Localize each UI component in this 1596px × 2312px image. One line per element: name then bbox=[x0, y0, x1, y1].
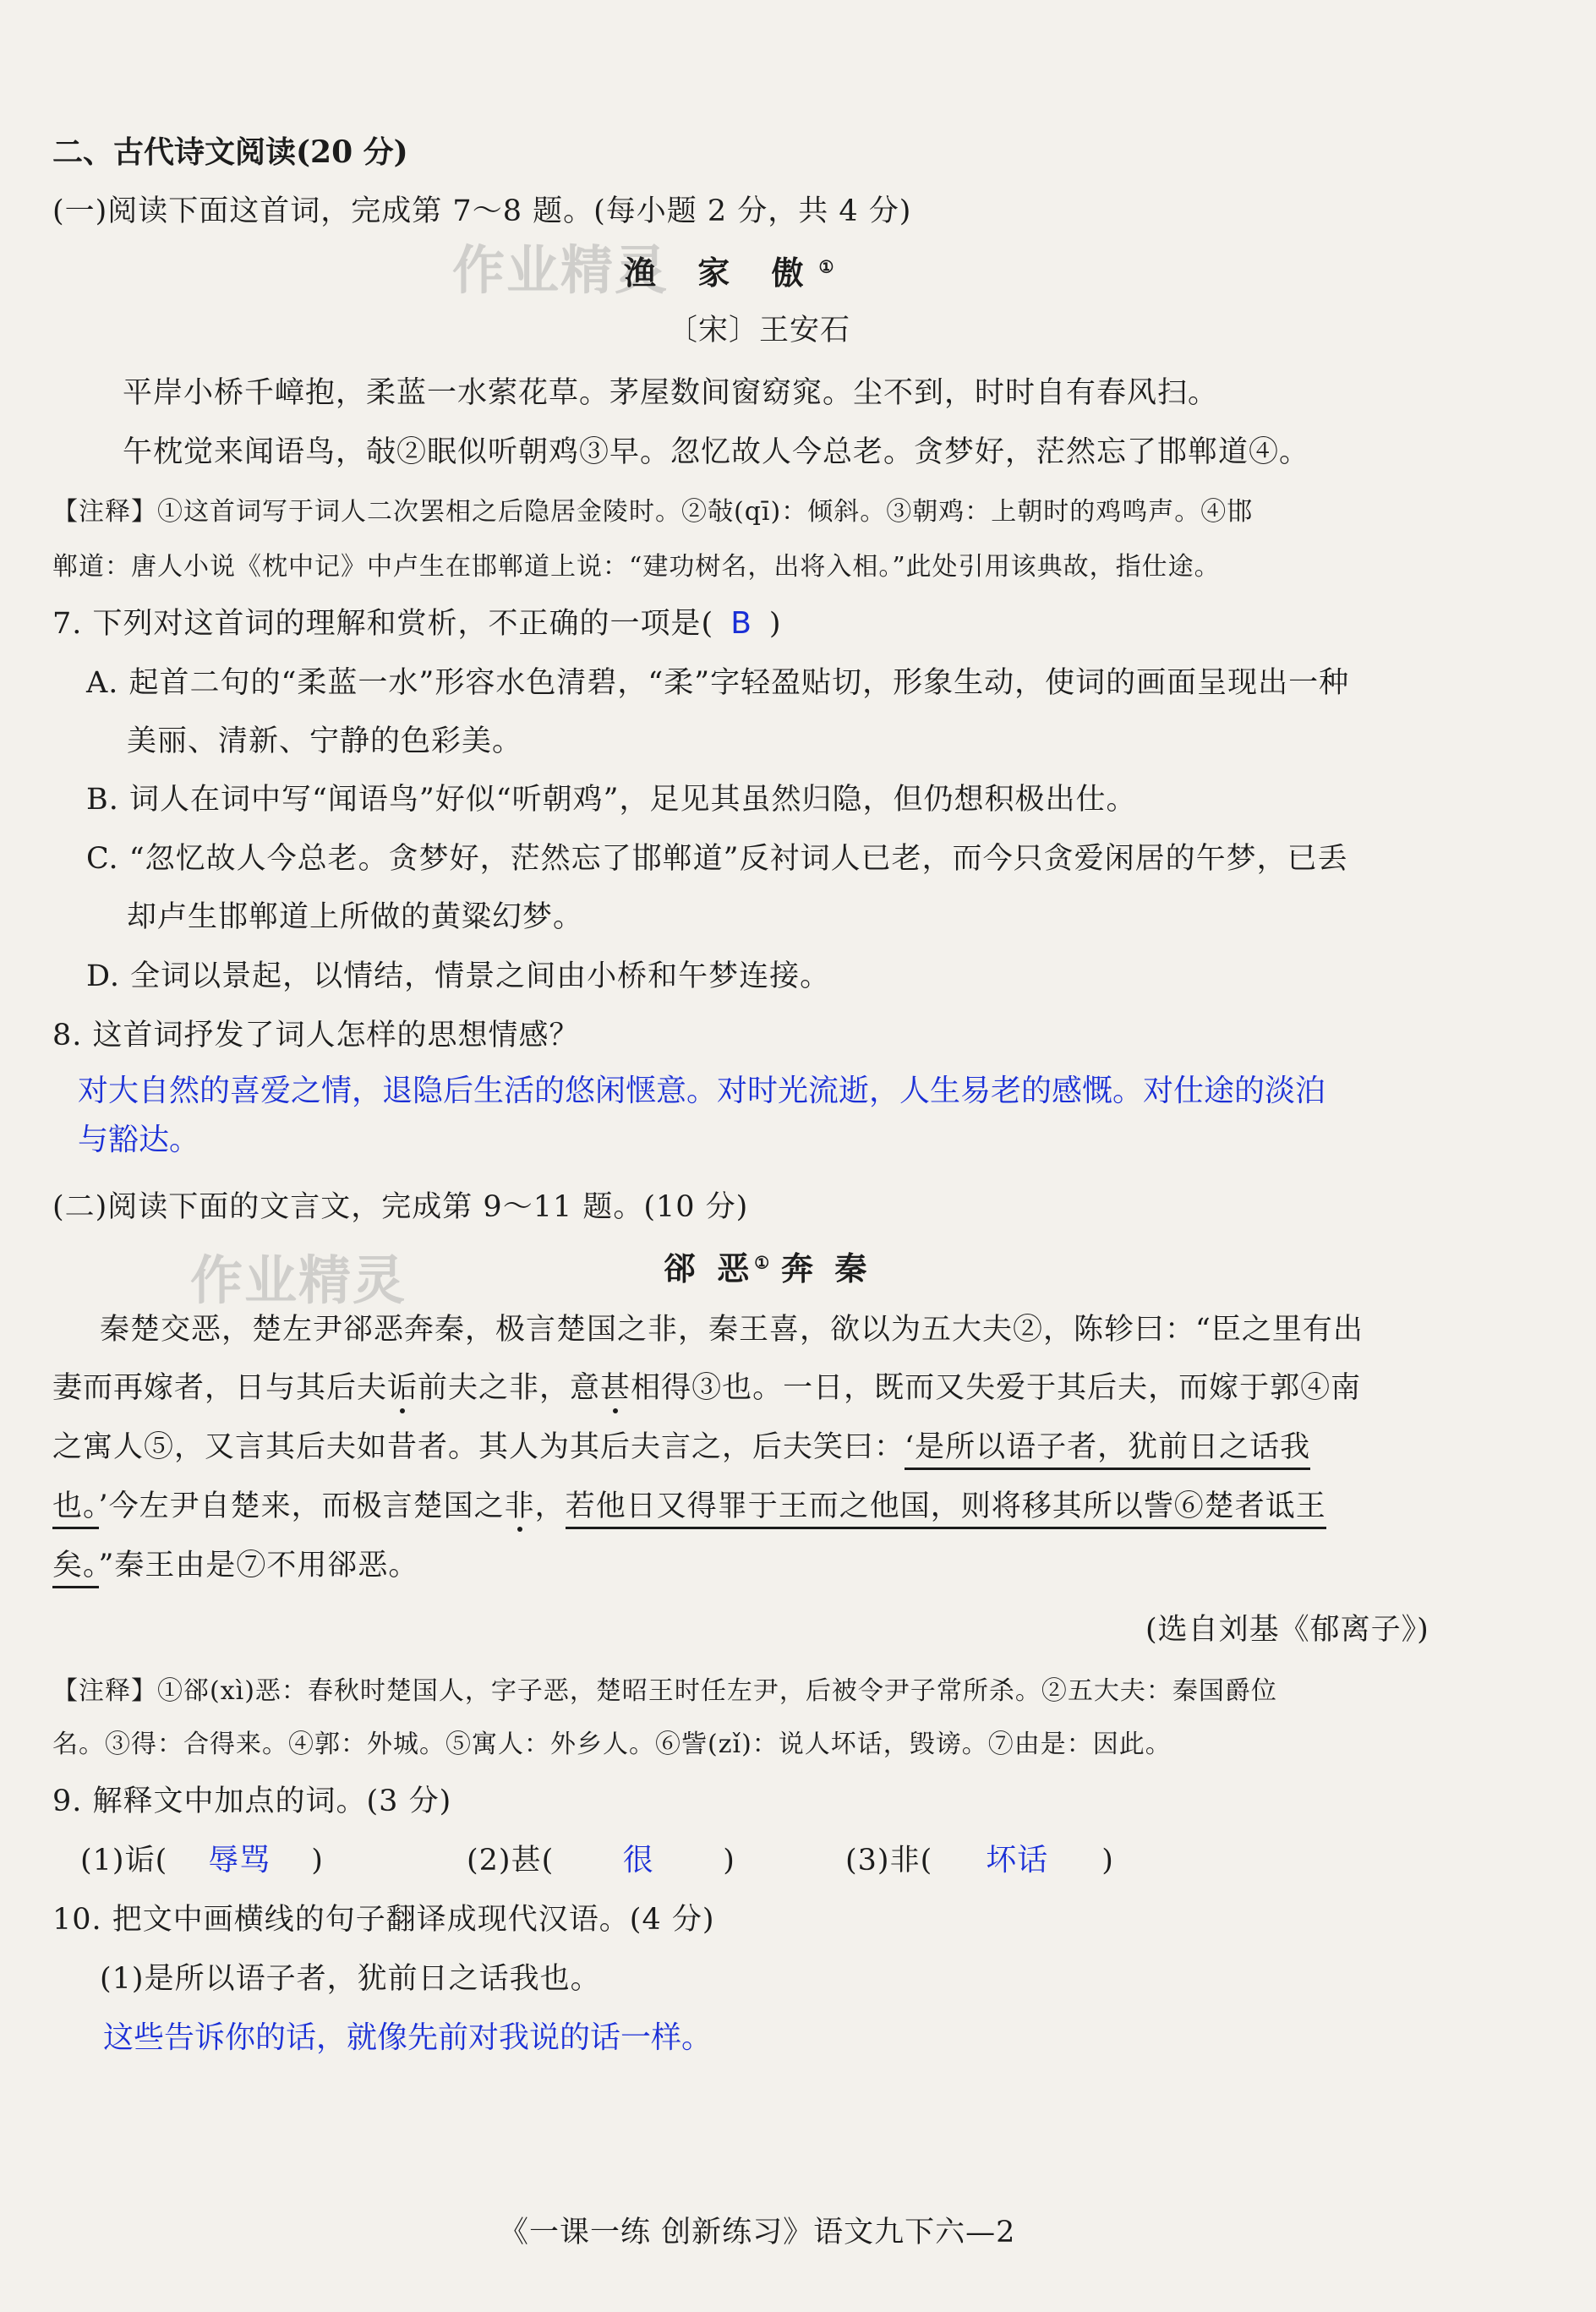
poem-line-1: 平岸小桥千嶂抱，柔蓝一水萦花草。茅屋数间窗窈窕。尘不到，时时自有春风扫。 bbox=[123, 376, 1219, 410]
passage-line-5: 矣。”秦王由是⑦不用郤恶。 bbox=[52, 1542, 418, 1584]
page-footer: 《一课一练 创新练习》语文九下六—2 bbox=[499, 2216, 1016, 2249]
q10-stem: 10. 把文中画横线的句子翻译成现代汉语。(4 分) bbox=[52, 1903, 715, 1937]
section-title: 二、古代诗文阅读(20 分) bbox=[52, 134, 408, 170]
q7-stem: 7. 下列对这首词的理解和赏析，不正确的一项是( B ) bbox=[52, 606, 782, 641]
underlined-sentence-2b: 矣。 bbox=[52, 1549, 99, 1588]
q9-item-2: (2)甚( 很 ) bbox=[467, 1836, 735, 1879]
dotted-word-fei: 非 bbox=[504, 1489, 535, 1523]
q7-option-d: D. 全词以景起，以情结，情景之间由小桥和午梦连接。 bbox=[86, 959, 831, 993]
q8-stem: 8. 这首词抒发了词人怎样的思想情感？ bbox=[52, 1019, 580, 1052]
q7-option-a-line1: A. 起首二句的“柔蓝一水”形容水色清碧，“柔”字轻盈贴切，形象生动，使词的画面呈现出一种 bbox=[86, 666, 1350, 700]
q8-answer-line1: 对大自然的喜爱之情，退隐后生活的悠闲惬意。对时光流逝，人生易老的感慨。对仕途的淡泊 bbox=[78, 1074, 1326, 1108]
q10-sub-1: (1)是所以语子者，犹前日之话我也。 bbox=[100, 1962, 601, 1996]
watermark-logo-2: 作业精灵 bbox=[190, 1249, 407, 1311]
q8-answer-line2: 与豁达。 bbox=[78, 1123, 200, 1157]
poem-line-2: 午枕觉来闻语鸟，敧②眠似听朝鸡③早。忽忆故人今总老。贪梦好，茫然忘了邯郸道④。 bbox=[123, 435, 1310, 469]
q10-answer-1: 这些告诉你的话，就像先前对我说的话一样。 bbox=[103, 2020, 713, 2055]
underlined-sentence-2a: 若他日又得罪于王而之他国，则将移其所以訾⑥楚者诋王 bbox=[566, 1489, 1326, 1529]
q7-option-c-line1: C. “忽忆故人今总老。贪梦好，茫然忘了邯郸道”反衬词人已老，而今只贪爱闲居的午梦，已丢 bbox=[86, 842, 1348, 876]
q7-option-a-line2: 美丽、清新、宁静的色彩美。 bbox=[127, 724, 523, 758]
watermark-logo: 作业精灵 bbox=[452, 239, 670, 301]
part2-instruction: (二)阅读下面的文言文，完成第 9～11 题。(10 分) bbox=[52, 1190, 749, 1224]
q9-answer-2: 很 bbox=[622, 1843, 654, 1877]
q9-item-1: (1)诟( 辱骂 ) bbox=[80, 1836, 324, 1879]
passage-note-1: 【注释】①郤(xì)恶：春秋时楚国人，字子恶，楚昭王时任左尹，后被令尹子常所杀。②五大夫：秦国爵位 bbox=[52, 1676, 1277, 1706]
underlined-sentence-1b: 也。 bbox=[52, 1489, 99, 1529]
poem-note-1: 【注释】①这首词写于词人二次罢相之后隐居金陵时。②敧(qī)：倾斜。③朝鸡：上朝时的鸡鸣声。④邯 bbox=[52, 497, 1254, 527]
q7-answer: B bbox=[730, 606, 752, 641]
passage-note-2: 名。③得：合得来。④郭：外城。⑤寓人：外乡人。⑥訾(zǐ)：说人坏话，毁谤。⑦由是：因此。 bbox=[52, 1730, 1172, 1759]
poem-title: 渔 家 傲① bbox=[624, 254, 850, 292]
q7-option-c-line2: 却卢生邯郸道上所做的黄粱幻梦。 bbox=[127, 900, 584, 934]
passage-line-3: 之寓人⑤，又言其后夫如昔者。其人为其后夫言之，后夫笑曰：‘是所以语子者，犹前日之话我 bbox=[52, 1424, 1310, 1466]
poem-note-2: 郸道：唐人小说《枕中记》中卢生在邯郸道上说：“建功树名，出将入相。”此处引用该典故，指仕途。 bbox=[52, 552, 1221, 582]
passage-title: 郤 恶① 奔 秦 bbox=[664, 1249, 872, 1287]
q9-stem: 9. 解释文中加点的词。(3 分) bbox=[52, 1785, 452, 1818]
passage-line-2: 妻而再嫁者，日与其后夫诟前夫之非，意甚相得③也。一日，既而又失爱于其后夫，而嫁于郭④南 bbox=[52, 1371, 1362, 1405]
q9-item-3: (3)非( 坏话 ) bbox=[845, 1836, 1114, 1879]
q9-answer-1: 辱骂 bbox=[208, 1843, 271, 1877]
poem-author: 〔宋〕王安石 bbox=[668, 314, 851, 347]
dotted-word-gou: 诟 bbox=[387, 1371, 418, 1405]
passage-source: (选自刘基《郁离子》) bbox=[1145, 1613, 1429, 1647]
q7-option-b: B. 词人在词中写“闻语鸟”好似“听朝鸡”，足见其虽然归隐，但仍想积极出仕。 bbox=[86, 783, 1137, 817]
q9-answer-3: 坏话 bbox=[986, 1843, 1049, 1877]
passage-line-1: 秦楚交恶，楚左尹郤恶奔秦，极言楚国之非，秦王喜，欲以为五大夫②，陈轸曰：“臣之里有出 bbox=[100, 1313, 1364, 1347]
underlined-sentence-1a: ‘是所以语子者，犹前日之话我 bbox=[905, 1430, 1310, 1470]
passage-line-4: 也。’今左尹自楚来，而极言楚国之非，若他日又得罪于王而之他国，则将移其所以訾⑥楚者诋王 bbox=[52, 1483, 1326, 1525]
dotted-word-shen: 甚 bbox=[600, 1371, 631, 1405]
part1-instruction: (一)阅读下面这首词，完成第 7～8 题。(每小题 2 分，共 4 分) bbox=[52, 194, 912, 228]
